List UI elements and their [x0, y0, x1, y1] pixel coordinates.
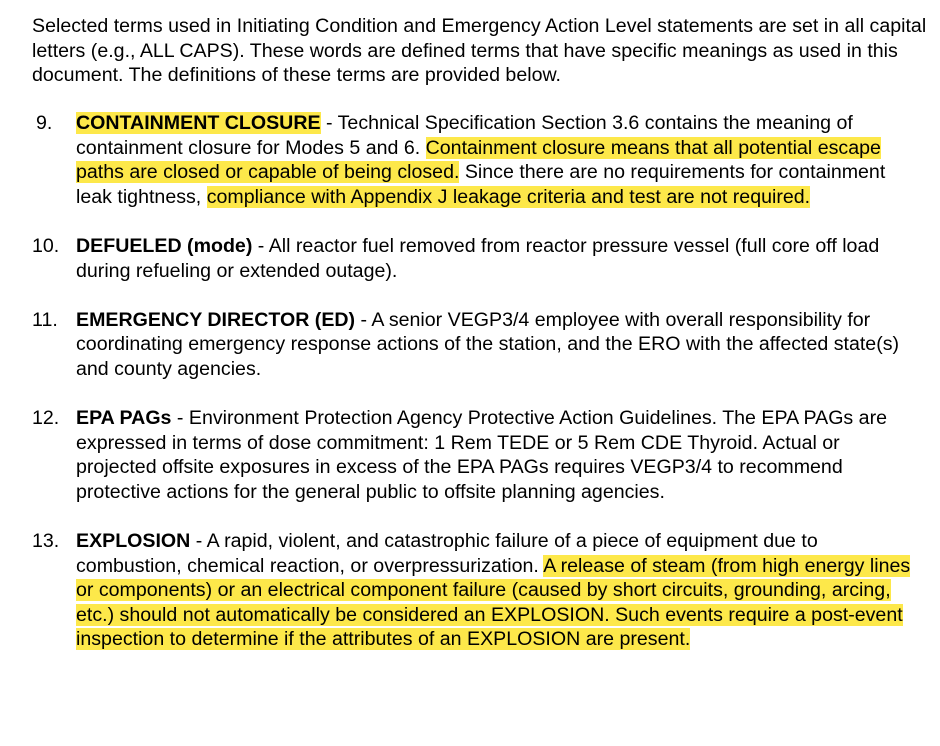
- definition-text: Technical Specification Section 3.6 contains the meaning of containment closure for Modes 5 and 6.: [76, 112, 853, 159]
- definition-separator: -: [252, 234, 269, 257]
- definition-defueled: [0, 234, 916, 283]
- definition-separator: -: [171, 407, 189, 430]
- definition-text: Environment Protection Agency Protective Action Guidelines. The EPA PAGs are expressed in terms of dose commitment: 1 Rem TEDE or 5 Rem CDE Thyroid. Actual or projected offsite exposures in excess of the EPA PAGs requires VEGP3/4 to recommend protective actions for the general public to offsite planning agencies.: [76, 407, 887, 503]
- definition-term: EMERGENCY DIRECTOR (ED): [76, 308, 356, 331]
- definition-number: 9.: [36, 112, 53, 134]
- highlighted-text: A release of steam (from high energy lines or components) or an electrical component failure (caused by short circuits, grounding, arcing, etc.) should not automatically be considered an EXPLOSION. Such events require a post-event inspection to determine if the attributes of an EXPLOSION are present.: [76, 554, 911, 651]
- definition-text: A rapid, violent, and catastrophic failure of a piece of equipment due to combustion, chemical reaction, or overpressurization.: [76, 530, 818, 577]
- definition-term: CONTAINMENT CLOSURE: [76, 112, 321, 134]
- definition-term: DEFUELED (mode): [76, 234, 253, 257]
- definition-number: 12.: [32, 407, 60, 430]
- definition-number: 10.: [32, 234, 60, 257]
- definition-number: 13.: [32, 530, 60, 553]
- definition-number: 11.: [32, 308, 58, 331]
- definition-term: EPA PAGs: [76, 407, 172, 430]
- definition-separator: -: [320, 112, 338, 134]
- definition-text: Since there are no requirements for containment leak tightness,: [76, 161, 886, 208]
- definition-separator: -: [190, 530, 207, 553]
- definition-emergency-director: [0, 308, 916, 382]
- intro-paragraph: Selected terms used in Initiating Condition and Emergency Action Level statements are set in all capital letters (e.g., ALL CAPS). These words are defined terms that have specific meanings as used in this document. The definitions of these terms are provided below.: [32, 15, 927, 87]
- definition-text: All reactor fuel removed from reactor pressure vessel (full core off load during refueling or extended outage).: [76, 234, 880, 282]
- definition-containment-closure: [0, 111, 916, 209]
- highlighted-text: compliance with Appendix J leakage criteria and test are not required.: [206, 185, 811, 208]
- definition-text: A senior VEGP3/4 employee with overall responsibility for coordinating emergency response actions of the station, and the ERO with the affected state(s) and county agencies.: [76, 308, 900, 380]
- definitions-list: [0, 111, 940, 677]
- highlighted-text: Containment closure means that all potential escape paths are closed or capable of being closed.: [76, 136, 881, 184]
- definition-term: EXPLOSION: [76, 530, 191, 553]
- definition-explosion: [0, 529, 916, 652]
- definition-epa-pags: [0, 406, 916, 504]
- definition-separator: -: [355, 308, 372, 331]
